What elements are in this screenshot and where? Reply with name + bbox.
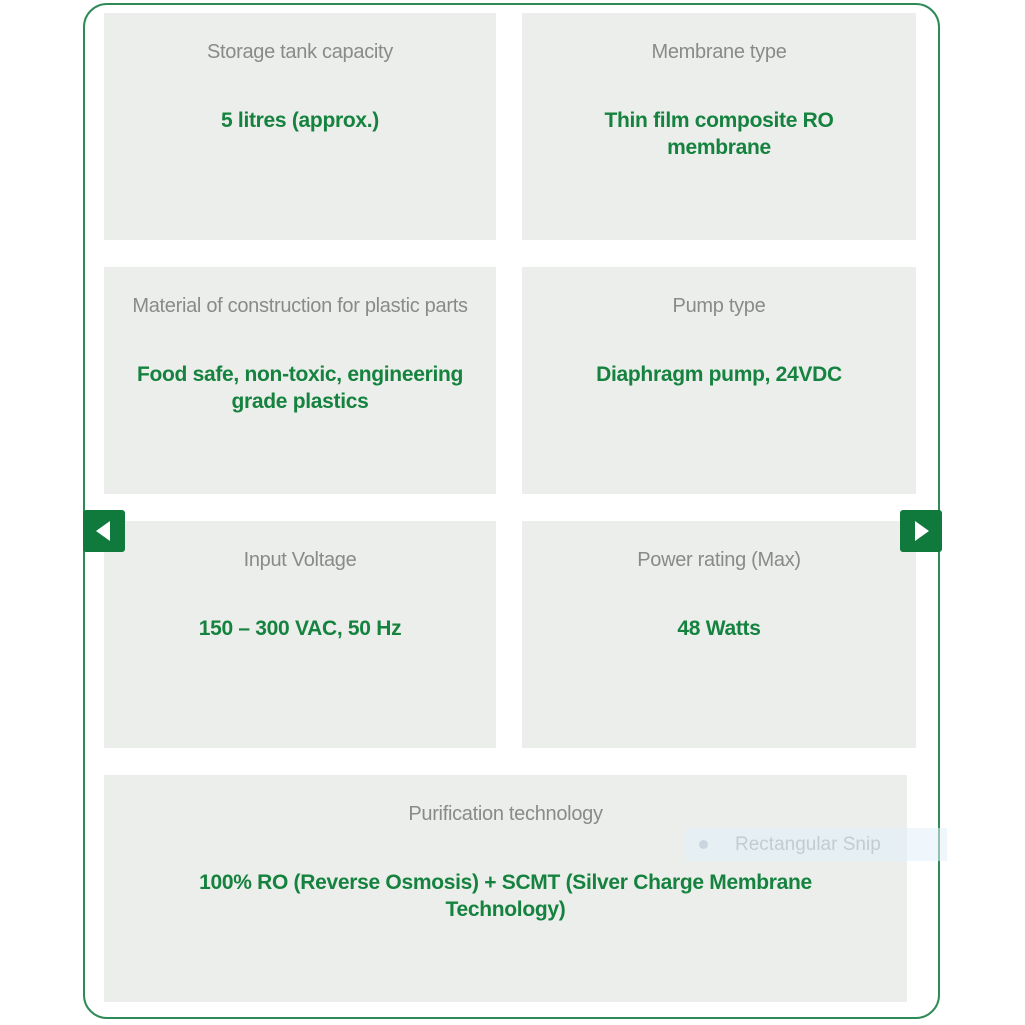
spec-card-material [104, 267, 496, 494]
snip-label: Rectangular Snip [735, 834, 881, 855]
spec-card-power-rating [522, 521, 916, 748]
spec-value: 5 litres (approx.) [221, 109, 379, 132]
spec-value: 100% RO (Reverse Osmosis) + SCMT (Silver Charge Membrane Technology) [199, 871, 812, 921]
spec-value: Diaphragm pump, 24VDC [596, 363, 842, 386]
spec-card-input-voltage [104, 521, 496, 748]
spec-card-pump-type [522, 267, 916, 494]
arrow-right-icon [900, 510, 942, 552]
spec-label: Power rating (Max) [637, 549, 801, 571]
spec-card-purification [104, 775, 907, 1002]
spec-value: 150 – 300 VAC, 50 Hz [198, 617, 402, 640]
spec-label: Storage tank capacity [206, 41, 394, 63]
spec-card-storage-tank [104, 13, 496, 240]
snip-dot-icon [699, 840, 708, 849]
carousel-next-button[interactable] [900, 510, 942, 552]
spec-label: Input Voltage [243, 549, 357, 571]
spec-value: Thin film composite RO membrane [604, 109, 834, 159]
spec-value: 48 Watts [677, 617, 761, 640]
spec-value: Food safe, non-toxic, engineering grade plastics [136, 363, 464, 413]
rectangular-snip-overlay [685, 828, 947, 861]
spec-label: Pump type [672, 295, 766, 317]
carousel-prev-button[interactable] [83, 510, 125, 552]
arrow-left-icon [83, 510, 125, 552]
spec-label: Material of construction for plastic parts [132, 295, 468, 317]
spec-card-membrane-type [522, 13, 916, 240]
spec-label: Purification technology [408, 803, 603, 825]
spec-label: Membrane type [651, 41, 787, 63]
